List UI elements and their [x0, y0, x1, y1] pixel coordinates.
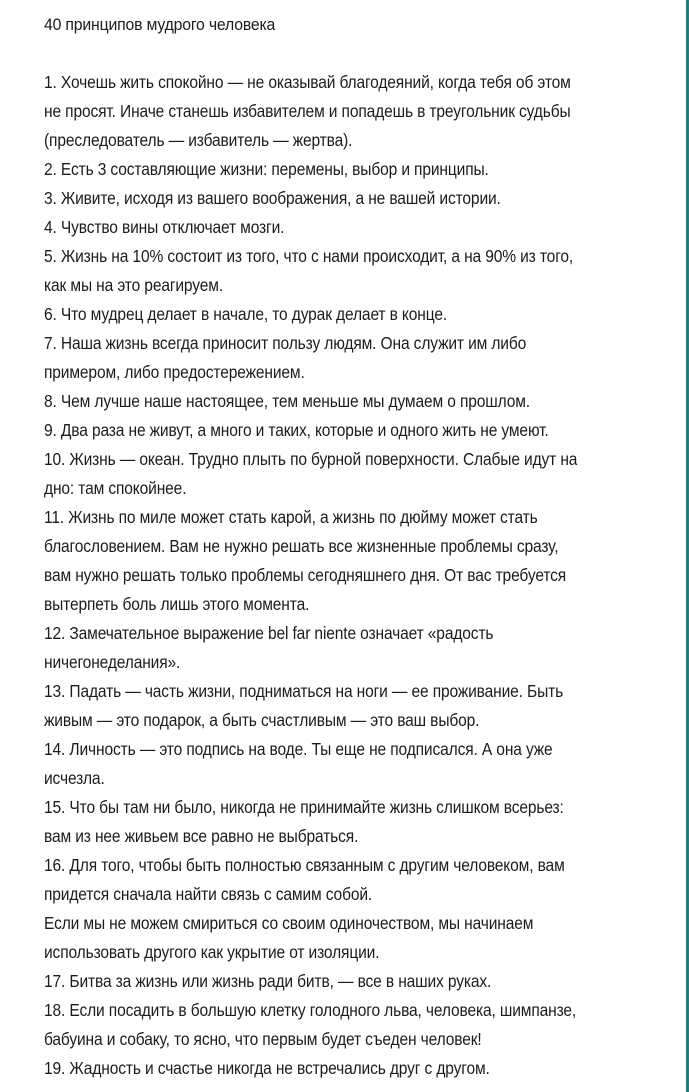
- text-line: Если мы не можем смириться со своим одиночеством, мы начинаем: [44, 913, 534, 933]
- text-line: 19. Жадность и счастье никогда не встречались друг с другом.: [44, 1058, 490, 1078]
- text-line: благословением. Вам не нужно решать все жизненные проблемы сразу,: [44, 536, 559, 556]
- text-line: вам нужно решать только проблемы сегодняшнего дня. От вас требуется: [44, 565, 567, 585]
- text-line: 11. Жизнь по миле может стать карой, а жизнь по дюйму может стать: [44, 507, 538, 527]
- text-line: 5. Жизнь на 10% состоит из того, что с нами происходит, а на 90% из того,: [44, 246, 574, 266]
- text-line: бабуина и собаку, то ясно, что первым будет съеден человек!: [44, 1029, 482, 1049]
- text-line: не просят. Иначе станешь избавителем и попадешь в треугольник судьбы: [44, 101, 571, 121]
- text-line: 7. Наша жизнь всегда приносит пользу людям. Она служит им либо: [44, 333, 527, 353]
- text-line: живым — это подарок, а быть счастливым — это ваш выбор.: [44, 710, 480, 730]
- text-line: ничегонеделания».: [44, 652, 181, 672]
- text-line: 12. Замечательное выражение bel far niente означает «радость: [44, 623, 494, 643]
- text-line: 15. Что бы там ни было, никогда не принимайте жизнь слишком всерьез:: [44, 797, 564, 817]
- text-line: 2. Есть 3 составляющие жизни: перемены, выбор и принципы.: [44, 159, 489, 179]
- text-line: использовать другого как укрытие от изоляции.: [44, 942, 380, 962]
- document-body: [44, 68, 684, 1083]
- text-line: 8. Чем лучше наше настоящее, тем меньше мы думаем о прошлом.: [44, 391, 530, 411]
- text-line: примером, либо предостережением.: [44, 362, 305, 382]
- text-line: исчезла.: [44, 768, 105, 788]
- text-line: 13. Падать — часть жизни, подниматься на ноги — ее проживание. Быть: [44, 681, 564, 701]
- text-line: 14. Личность — это подпись на воде. Ты еще не подписался. А она уже: [44, 739, 553, 759]
- text-line: 16. Для того, чтобы быть полностью связанным с другим человеком, вам: [44, 855, 565, 875]
- text-line: 6. Что мудрец делает в начале, то дурак делает в конце.: [44, 304, 448, 324]
- text-line: 17. Битва за жизнь или жизнь ради битв, — все в наших руках.: [44, 971, 492, 991]
- text-line: 9. Два раза не живут, а много и таких, которые и одного жить не умеют.: [44, 420, 549, 440]
- text-line: 4. Чувство вины отключает мозги.: [44, 217, 285, 237]
- text-line: как мы на это реагируем.: [44, 275, 224, 295]
- text-line: вам из нее живьем все равно не выбраться.: [44, 826, 359, 846]
- text-line: вытерпеть боль лишь этого момента.: [44, 594, 310, 614]
- text-line: дно: там спокойнее.: [44, 478, 187, 498]
- document-title: 40 принципов мудрого человека: [44, 15, 276, 34]
- text-line: 1. Хочешь жить спокойно — не оказывай благодеяний, когда тебя об этом: [44, 72, 571, 92]
- text-line: (преследователь — избавитель — жертва).: [44, 130, 353, 150]
- text-line: 3. Живите, исходя из вашего воображения, а не вашей истории.: [44, 188, 501, 208]
- text-line: 18. Если посадить в большую клетку голодного льва, человека, шимпанзе,: [44, 1000, 577, 1020]
- text-line: придется сначала найти связь с самим собой.: [44, 884, 373, 904]
- text-line: 10. Жизнь — океан. Трудно плыть по бурной поверхности. Слабые идут на: [44, 449, 578, 469]
